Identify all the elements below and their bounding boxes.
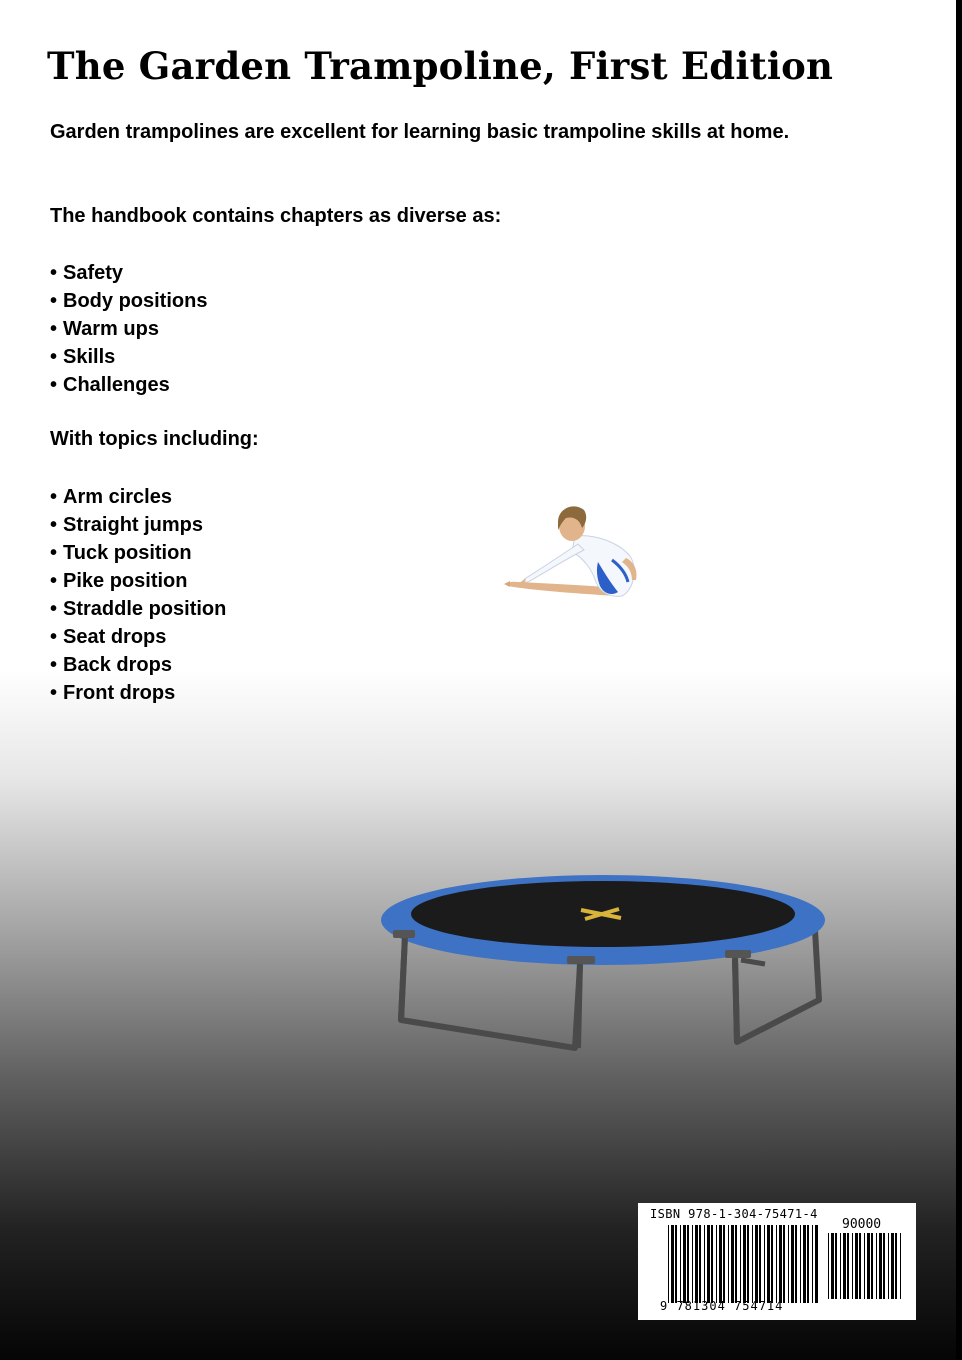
topics-heading: With topics including: [50, 428, 259, 450]
list-item: • Skills [50, 343, 207, 371]
list-item: • Straight jumps [50, 511, 226, 539]
ean-digits: 9 781304 754714 [660, 1299, 784, 1313]
topics-list [50, 483, 226, 707]
trampoline-illustration [375, 870, 835, 1060]
list-item: • Body positions [50, 287, 207, 315]
list-item: • Arm circles [50, 483, 226, 511]
page-edge [956, 0, 962, 1360]
price-code: 90000 [842, 1217, 882, 1232]
gymnast-arm [522, 544, 584, 582]
gymnast-illustration [500, 500, 650, 605]
list-item: • Safety [50, 259, 207, 287]
isbn-label: ISBN 978-1-304-75471-4 [650, 1207, 818, 1221]
addon-bars [828, 1233, 902, 1299]
chapters-heading: The handbook contains chapters as diverse as: [50, 205, 502, 227]
intro-text: Garden trampolines are excellent for learning basic trampoline skills at home. [50, 121, 790, 143]
ean-bars [668, 1225, 818, 1303]
list-item: • Tuck position [50, 539, 226, 567]
list-item: • Pike position [50, 567, 226, 595]
list-item: • Challenges [50, 371, 207, 399]
list-item: • Straddle position [50, 595, 226, 623]
list-item: • Back drops [50, 651, 226, 679]
list-item: • Warm ups [50, 315, 207, 343]
isbn-barcode [638, 1203, 916, 1320]
chapters-list [50, 259, 207, 399]
gymnast-foot [504, 581, 510, 587]
list-item: • Seat drops [50, 623, 226, 651]
list-item: • Front drops [50, 679, 226, 707]
book-title: The Garden Trampoline, First Edition [47, 44, 834, 88]
